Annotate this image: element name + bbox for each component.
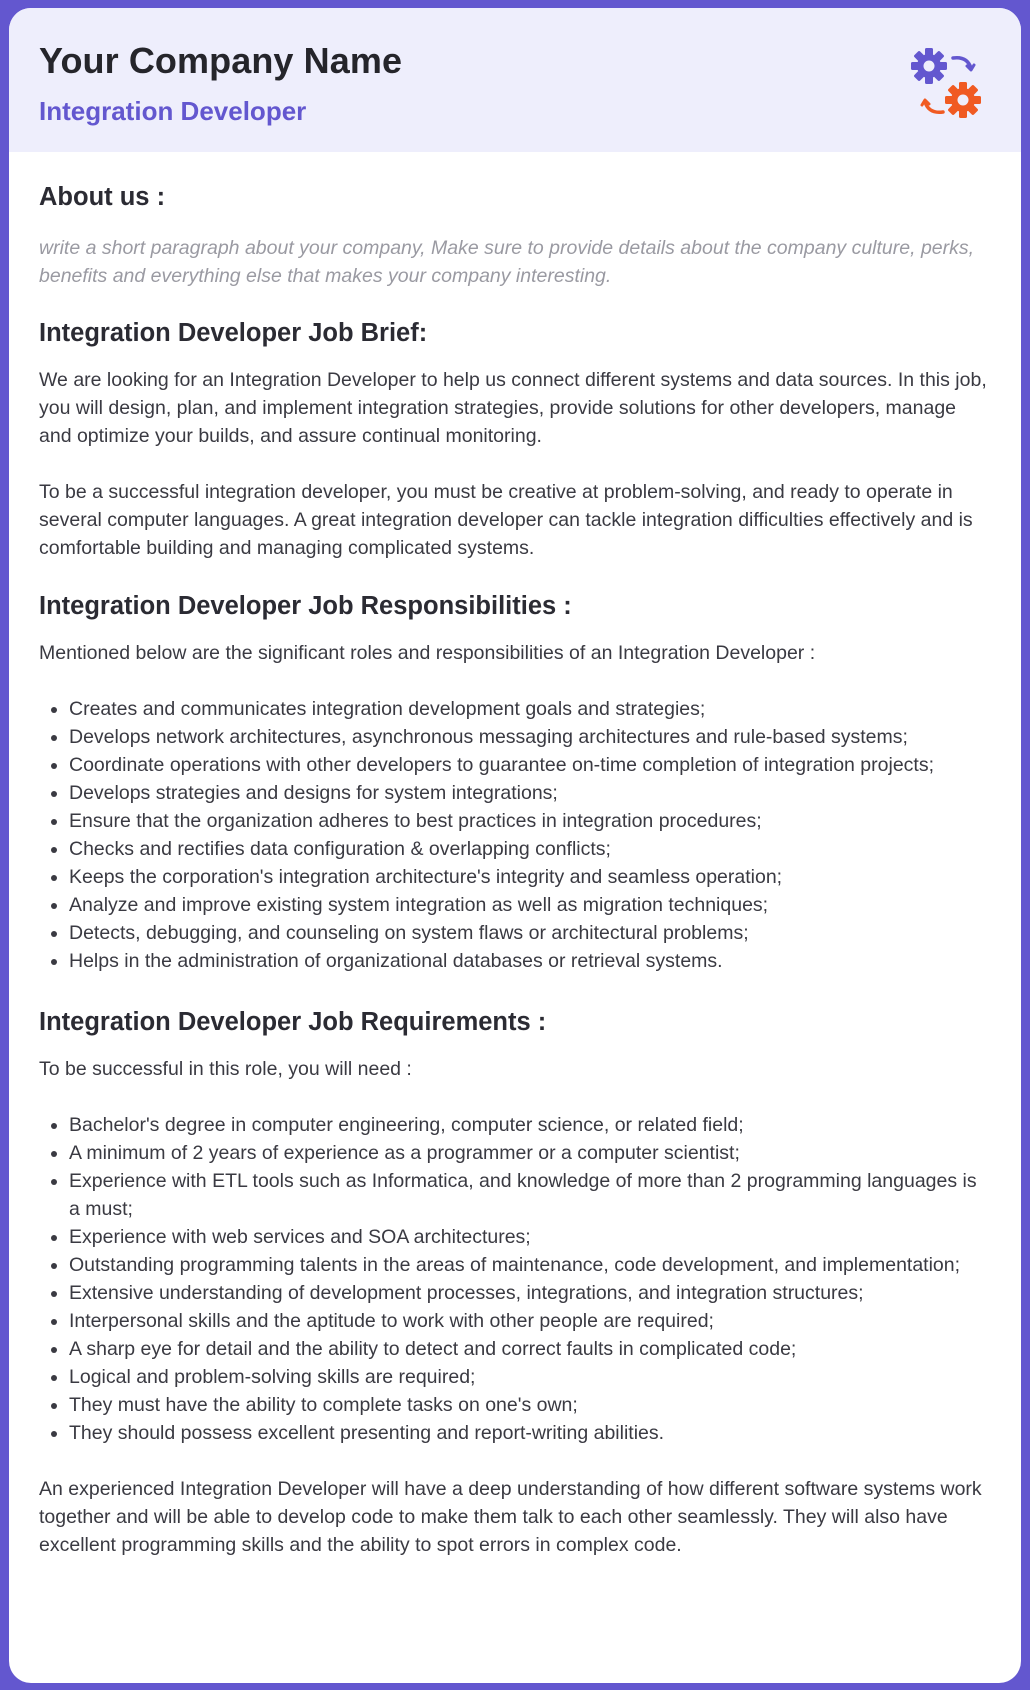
list-item: Interpersonal skills and the aptitude to work with other people are required; (69, 1307, 991, 1335)
list-item: Outstanding programming talents in the areas of maintenance, code development, and implementation; (69, 1251, 991, 1279)
list-item: They should possess excellent presenting and report-writing abilities. (69, 1419, 991, 1447)
list-item: Creates and communicates integration development goals and strategies; (69, 695, 991, 723)
requirements-intro: To be successful in this role, you will need : (39, 1058, 412, 1080)
list-item: A minimum of 2 years of experience as a programmer or a computer scientist; (69, 1139, 991, 1167)
about-placeholder-text: write a short paragraph about your company, Make sure to provide details about the company culture, perks, benefits and everything else that makes your company interesting. (39, 237, 975, 287)
list-item: Develops network architectures, asynchronous messaging architectures and rule-based systems; (69, 723, 991, 751)
gears-icon (907, 44, 991, 128)
responsibilities-heading: Integration Developer Job Responsibilities : (39, 592, 572, 620)
job-brief-paragraph: To be a successful integration developer, you must be creative at problem-solving, and ready to operate in several computer languages. A great integration developer can tackle integration difficulties effectively and is comfortable building and managing complicated systems. (39, 481, 973, 559)
list-item: Helps in the administration of organizational databases or retrieval systems. (69, 947, 991, 975)
about-heading: About us : (39, 183, 166, 211)
header (9, 8, 1021, 152)
list-item: Extensive understanding of development processes, integrations, and integration structures; (69, 1279, 991, 1307)
job-brief-paragraph: We are looking for an Integration Developer to help us connect different systems and data sources. In this job, you will design, plan, and implement integration strategies, provide solutions for other developers, manage and optimize your builds, and assure continual monitoring. (39, 369, 987, 447)
responsibilities-intro: Mentioned below are the significant roles and responsibilities of an Integration Developer : (39, 642, 816, 664)
job-description-card (9, 8, 1021, 1683)
list-item: Checks and rectifies data configuration & overlapping conflicts; (69, 835, 991, 863)
list-item: Ensure that the organization adheres to best practices in integration procedures; (69, 807, 991, 835)
job-title: Integration Developer (39, 96, 307, 126)
responsibilities-list (39, 695, 991, 975)
requirements-heading: Integration Developer Job Requirements : (39, 1008, 547, 1036)
list-item: Bachelor's degree in computer engineering, computer science, or related field; (69, 1111, 991, 1139)
list-item: Detects, debugging, and counseling on system flaws or architectural problems; (69, 919, 991, 947)
list-item: Experience with ETL tools such as Informatica, and knowledge of more than 2 programming languages is a must; (69, 1167, 991, 1223)
list-item: Experience with web services and SOA architectures; (69, 1223, 991, 1251)
list-item: Logical and problem-solving skills are required; (69, 1363, 991, 1391)
list-item: Develops strategies and designs for system integrations; (69, 779, 991, 807)
closing-paragraph: An experienced Integration Developer will have a deep understanding of how different software systems work together and will be able to develop code to make them talk to each other seamlessly. They will also have excellent programming skills and the ability to spot errors in complex code. (39, 1478, 982, 1556)
content (9, 152, 1021, 1559)
list-item: Coordinate operations with other developers to guarantee on-time completion of integration projects; (69, 751, 991, 779)
list-item: Keeps the corporation's integration architecture's integrity and seamless operation; (69, 863, 991, 891)
company-name: Your Company Name (39, 40, 403, 81)
list-item: They must have the ability to complete tasks on one's own; (69, 1391, 991, 1419)
list-item: A sharp eye for detail and the ability to detect and correct faults in complicated code; (69, 1335, 991, 1363)
job-brief-heading: Integration Developer Job Brief: (39, 319, 428, 347)
list-item: Analyze and improve existing system integration as well as migration techniques; (69, 891, 991, 919)
requirements-list (39, 1111, 991, 1447)
